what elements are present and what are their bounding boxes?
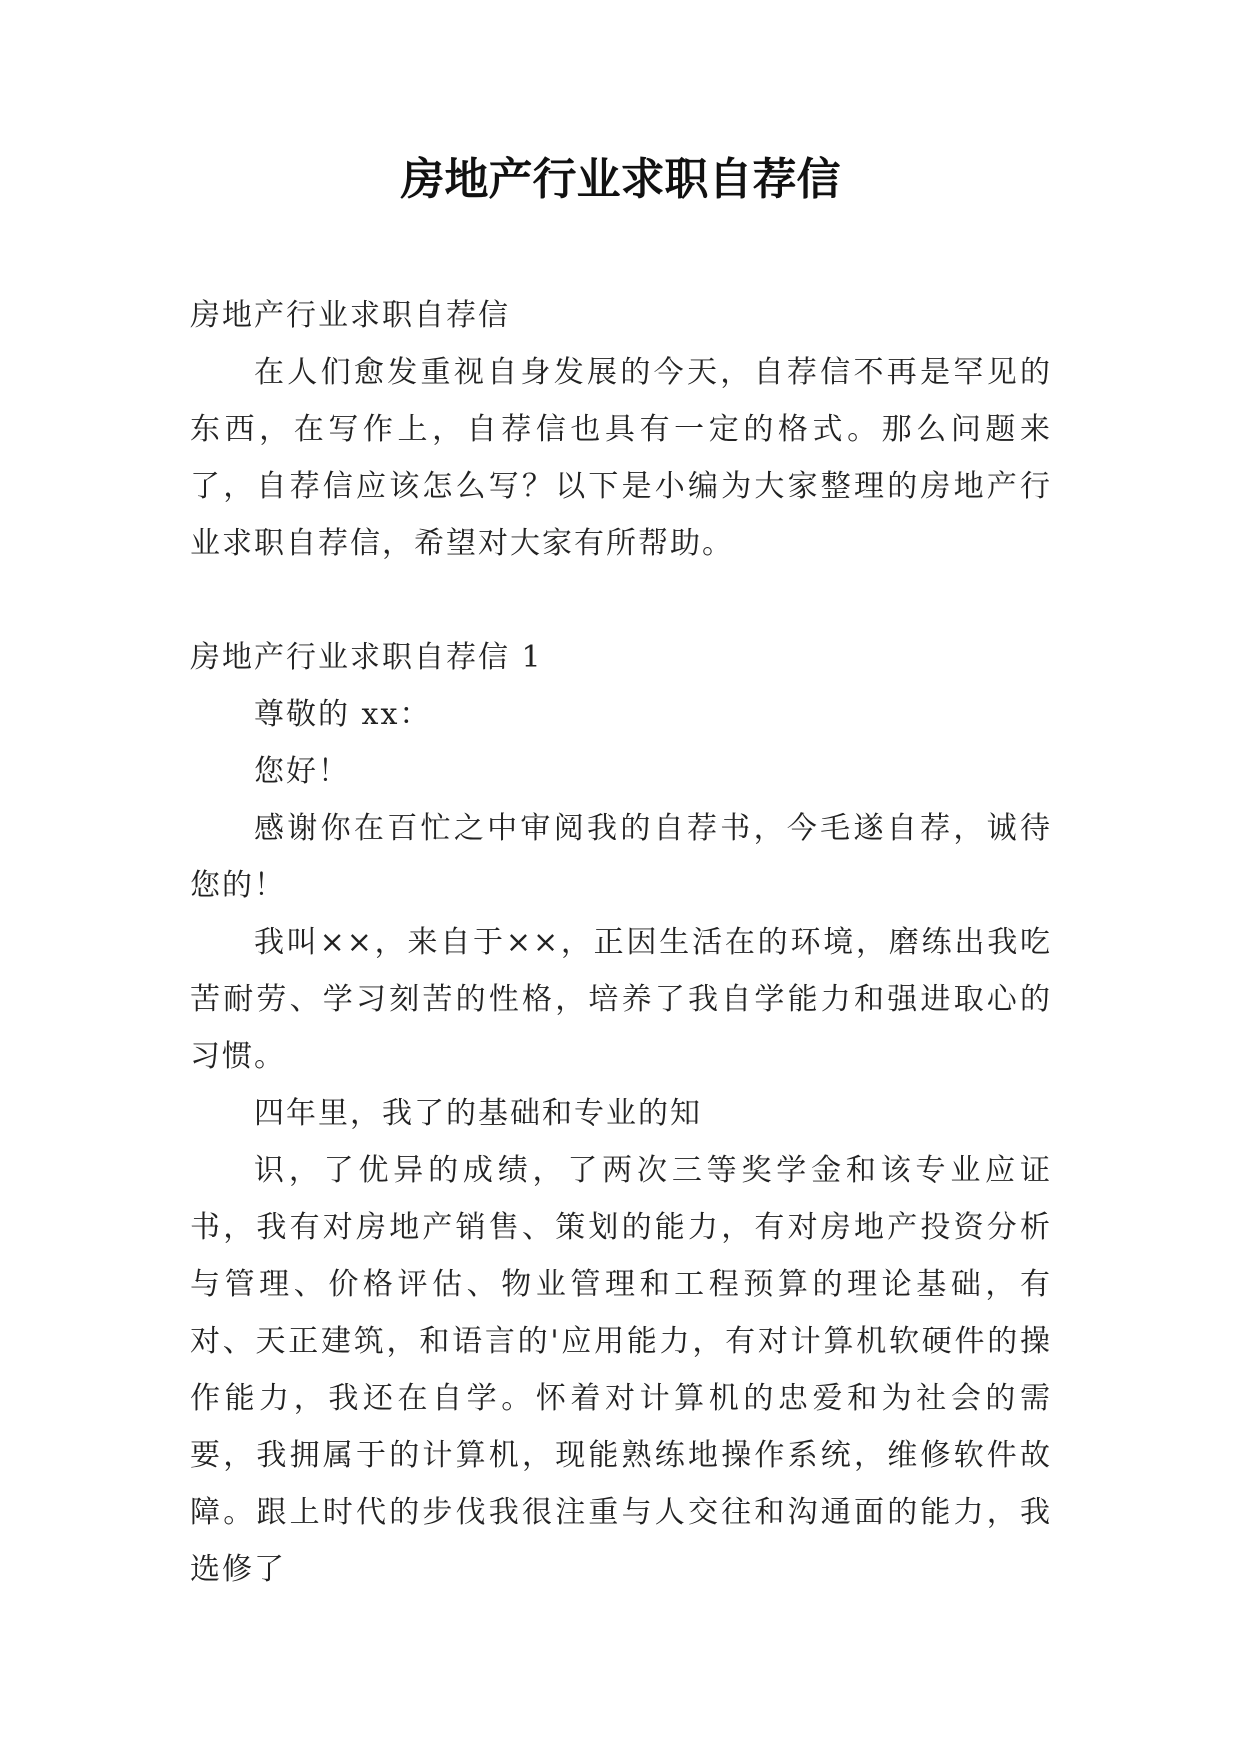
- document-title: 房地产行业求职自荐信: [400, 154, 841, 205]
- document-body: [190, 287, 1052, 1598]
- intro-paragraph: 在人们愈发重视自身发展的今天，自荐信不再是罕见的东西，在写作上，自荐信也具有一定的格式。那么问题来了，自荐信应该怎么写？以下是小编为大家整理的房地产行业求职自荐信，希望对大家有所帮助。: [190, 355, 1052, 561]
- body-paragraph: 我叫××，来自于××，正因生活在的环境，磨练出我吃苦耐劳、学习刻苦的性格，培养了我自学能力和强进取心的习惯。: [190, 925, 1052, 1074]
- body-paragraph: 识，了优异的成绩，了两次三等奖学金和该专业应证书，我有对房地产销售、策划的能力，有对房地产投资分析与管理、价格评估、物业管理和工程预算的理论基础，有对、天正建筑，和语言的'应用能力，有对计算机软硬件的操作能力，我还在自学。怀着对计算机的忠爱和为社会的需要，我拥属于的计算机，现能熟练地操作系统，维修软件故障。跟上时代的步伐我很注重与人交往和沟通面的能力，我选修了: [190, 1153, 1052, 1587]
- greeting: 您好！: [254, 754, 350, 789]
- salutation: 尊敬的 xx：: [254, 697, 432, 732]
- body-paragraph: 四年里，我了的基础和专业的知: [254, 1096, 702, 1131]
- body-paragraph: 感谢你在百忙之中审阅我的自荐书，今毛遂自荐，诚待您的！: [190, 811, 1052, 903]
- paragraph-spacer: [190, 572, 1052, 629]
- document-subtitle: 房地产行业求职自荐信: [190, 298, 510, 333]
- section-heading: 房地产行业求职自荐信 1: [190, 640, 543, 675]
